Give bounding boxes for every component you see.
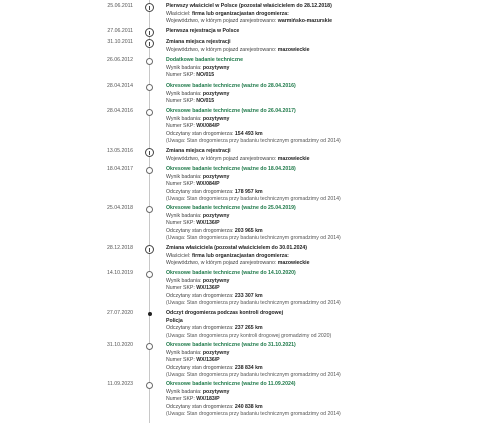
row-label: Odczytany stan drogomierza: xyxy=(166,325,234,332)
event-note: (Uwaga: Stan drogomierza przy badaniu technicznym gromadzimy od 2014) xyxy=(166,300,341,307)
event-content xyxy=(166,148,486,163)
event-row xyxy=(166,72,486,80)
event-date: 25.06.2011 xyxy=(107,3,133,9)
event-date: 31.10.2011 xyxy=(107,39,133,45)
event-title: Zmiana miejsca rejestracji xyxy=(166,148,231,154)
event-content xyxy=(166,310,486,340)
event-date: 27.06.2011 xyxy=(107,28,133,34)
row-value: pozytywny xyxy=(202,173,230,180)
event-note: (Uwaga: Stan drogomierza przy badaniu technicznym gromadzimy od 2014) xyxy=(166,411,341,418)
row-label: Wynik badania: xyxy=(166,349,202,356)
event-row xyxy=(166,181,486,189)
event-subtitle: Policja xyxy=(166,317,183,324)
row-value: 154 493 km xyxy=(234,130,263,137)
event-date: 13.05.2016 xyxy=(107,148,133,154)
event-row xyxy=(166,404,486,412)
event-title: Zmiana miejsca rejestracji xyxy=(166,39,231,45)
event-title: Odczyt drogomierza podczas kontroli drogowej xyxy=(166,310,284,316)
event-date: 18.04.2017 xyxy=(107,166,133,172)
circle-marker-icon xyxy=(146,382,153,389)
event-title: Okresowe badanie techniczne (ważne do 31.10.2021) xyxy=(166,342,296,348)
event-content xyxy=(166,166,486,204)
row-label: Numer SKP: xyxy=(166,98,195,105)
row-value: 237 265 km xyxy=(234,325,263,332)
event-note: (Uwaga: Stan drogomierza przy badaniu technicznym gromadzimy od 2014) xyxy=(166,235,341,242)
info-icon xyxy=(145,245,154,254)
event-content xyxy=(166,270,486,308)
row-label: Numer SKP: xyxy=(166,220,195,227)
event-content xyxy=(166,108,486,146)
event-row xyxy=(166,91,486,99)
event-title: Okresowe badanie techniczne (ważne do 11.09.2024) xyxy=(166,381,296,387)
info-icon xyxy=(145,3,154,12)
event-row xyxy=(166,189,486,197)
row-label: Odczytany stan drogomierza: xyxy=(166,292,234,299)
row-label: Numer SKP: xyxy=(166,396,195,403)
event-row xyxy=(166,65,486,73)
event-title: Okresowe badanie techniczne (ważne do 18.04.2018) xyxy=(166,166,296,172)
row-value: WX/084/P xyxy=(196,181,220,188)
row-label: Wynik badania: xyxy=(166,64,202,71)
event-row xyxy=(166,278,486,286)
event-date: 26.06.2012 xyxy=(107,57,133,63)
row-value: pozytywny xyxy=(202,212,230,219)
event-date: 11.09.2023 xyxy=(107,381,133,387)
row-label: Województwo, w którym pojazd zarejestrowano: xyxy=(166,18,277,25)
event-row xyxy=(166,220,486,228)
event-row xyxy=(166,123,486,131)
event-row xyxy=(166,365,486,373)
row-value: mazowieckie xyxy=(277,46,310,53)
row-value: NO/015 xyxy=(196,98,215,105)
event-content xyxy=(166,28,486,36)
circle-marker-icon xyxy=(146,271,153,278)
event-content xyxy=(166,83,486,106)
row-value: pozytywny xyxy=(202,64,230,71)
event-content xyxy=(166,245,486,268)
event-title: Zmiana właściciela (pozostał właścicielem do 30.01.2024) xyxy=(166,245,307,251)
event-content xyxy=(166,3,486,26)
row-value: pozytywny xyxy=(202,277,230,284)
row-value: pozytywny xyxy=(202,90,230,97)
row-label: Właściciel: xyxy=(166,10,191,17)
event-row xyxy=(166,18,486,26)
row-value: 233 307 km xyxy=(234,292,263,299)
event-row xyxy=(166,131,486,139)
row-label: Odczytany stan drogomierza: xyxy=(166,227,234,234)
circle-marker-icon xyxy=(146,109,153,116)
event-content xyxy=(166,342,486,380)
row-label: Wynik badania: xyxy=(166,115,202,122)
event-row xyxy=(166,228,486,236)
event-row xyxy=(166,156,486,164)
circle-marker-icon xyxy=(146,343,153,350)
event-date: 28.04.2014 xyxy=(107,83,133,89)
event-row xyxy=(166,174,486,182)
row-value: pozytywny xyxy=(202,388,230,395)
event-title: Okresowe badanie techniczne (ważne do 28.04.2016) xyxy=(166,83,296,89)
event-row xyxy=(166,389,486,397)
event-title: Pierwszy właściciel w Polsce (pozostał właścicielem do 28.12.2018) xyxy=(166,3,332,9)
event-row xyxy=(166,11,486,19)
event-row xyxy=(166,47,486,55)
event-content xyxy=(166,381,486,419)
row-value: 238 834 km xyxy=(234,364,263,371)
event-row xyxy=(166,285,486,293)
row-label: Numer SKP: xyxy=(166,123,195,130)
event-note: (Uwaga: Stan drogomierza przy badaniu technicznym gromadzimy od 2014) xyxy=(166,372,341,379)
event-content xyxy=(166,57,486,80)
row-label: Numer SKP: xyxy=(166,181,195,188)
event-note: (Uwaga: Stan drogomierza przy kontroli drogowej gromadzimy od 2020) xyxy=(166,332,332,339)
row-value: WX/183/P xyxy=(196,396,220,403)
event-row xyxy=(166,98,486,106)
row-label: Odczytany stan drogomierza: xyxy=(166,364,234,371)
row-label: Numer SKP: xyxy=(166,72,195,79)
event-title: Pierwsza rejestracja w Polsce xyxy=(166,28,240,34)
circle-marker-icon xyxy=(146,206,153,213)
circle-marker-icon xyxy=(146,167,153,174)
row-label: Województwo, w którym pojazd zarejestrowano: xyxy=(166,260,277,267)
row-value: firma lub organizacjastan drogomierza: xyxy=(191,10,289,17)
row-label: Odczytany stan drogomierza: xyxy=(166,188,234,195)
event-row xyxy=(166,253,486,261)
row-value: WX/084/P xyxy=(196,123,220,130)
event-date: 25.04.2018 xyxy=(107,205,133,211)
event-note: (Uwaga: Stan drogomierza przy badaniu technicznym gromadzimy od 2014) xyxy=(166,138,341,145)
row-label: Odczytany stan drogomierza: xyxy=(166,130,234,137)
event-content xyxy=(166,205,486,243)
row-label: Odczytany stan drogomierza: xyxy=(166,403,234,410)
row-value: WX/136/P xyxy=(196,220,220,227)
event-row xyxy=(166,260,486,268)
row-label: Wynik badania: xyxy=(166,90,202,97)
row-value: 203 965 km xyxy=(234,227,263,234)
row-label: Numer SKP: xyxy=(166,357,195,364)
event-date: 27.07.2020 xyxy=(107,310,133,316)
info-icon xyxy=(145,39,154,48)
row-label: Województwo, w którym pojazd zarejestrowano: xyxy=(166,155,277,162)
info-icon xyxy=(145,148,154,157)
event-row xyxy=(166,293,486,301)
row-label: Właściciel: xyxy=(166,252,191,259)
event-row xyxy=(166,357,486,365)
row-value: WX/136/P xyxy=(196,357,220,364)
row-label: Numer SKP: xyxy=(166,285,195,292)
event-title: Okresowe badanie techniczne (ważne do 14.10.2020) xyxy=(166,270,296,276)
row-value: mazowieckie xyxy=(277,260,310,267)
row-label: Wynik badania: xyxy=(166,277,202,284)
event-date: 14.10.2019 xyxy=(107,270,133,276)
event-note: (Uwaga: Stan drogomierza przy badaniu technicznym gromadzimy od 2014) xyxy=(166,196,341,203)
event-content xyxy=(166,39,486,54)
event-date: 28.12.2018 xyxy=(107,245,133,251)
row-value: firma lub organizacjastan drogomierza: xyxy=(191,252,289,259)
event-title: Okresowe badanie techniczne (ważne do 25.04.2019) xyxy=(166,205,296,211)
dot-marker-icon xyxy=(148,312,152,316)
row-value: warmińsko-mazurskie xyxy=(277,18,332,25)
row-value: 178 957 km xyxy=(234,188,263,195)
row-value: pozytywny xyxy=(202,115,230,122)
row-value: mazowieckie xyxy=(277,155,310,162)
event-date: 28.04.2016 xyxy=(107,108,133,114)
row-value: NO/015 xyxy=(196,72,215,79)
event-row xyxy=(166,213,486,221)
row-value: WX/136/P xyxy=(196,285,220,292)
info-icon xyxy=(145,28,154,37)
event-title: Dodatkowe badanie techniczne xyxy=(166,57,243,63)
row-label: Wynik badania: xyxy=(166,173,202,180)
row-label: Wynik badania: xyxy=(166,212,202,219)
row-label: Województwo, w którym pojazd zarejestrowano: xyxy=(166,46,277,53)
event-title: Okresowe badanie techniczne (ważne do 26.04.2017) xyxy=(166,108,296,114)
row-value: 240 838 km xyxy=(234,403,263,410)
row-label: Wynik badania: xyxy=(166,388,202,395)
event-row xyxy=(166,116,486,124)
row-value: pozytywny xyxy=(202,349,230,356)
circle-marker-icon xyxy=(146,84,153,91)
event-row xyxy=(166,325,486,333)
circle-marker-icon xyxy=(146,58,153,65)
event-row xyxy=(166,396,486,404)
event-row xyxy=(166,350,486,358)
event-date: 31.10.2020 xyxy=(107,342,133,348)
